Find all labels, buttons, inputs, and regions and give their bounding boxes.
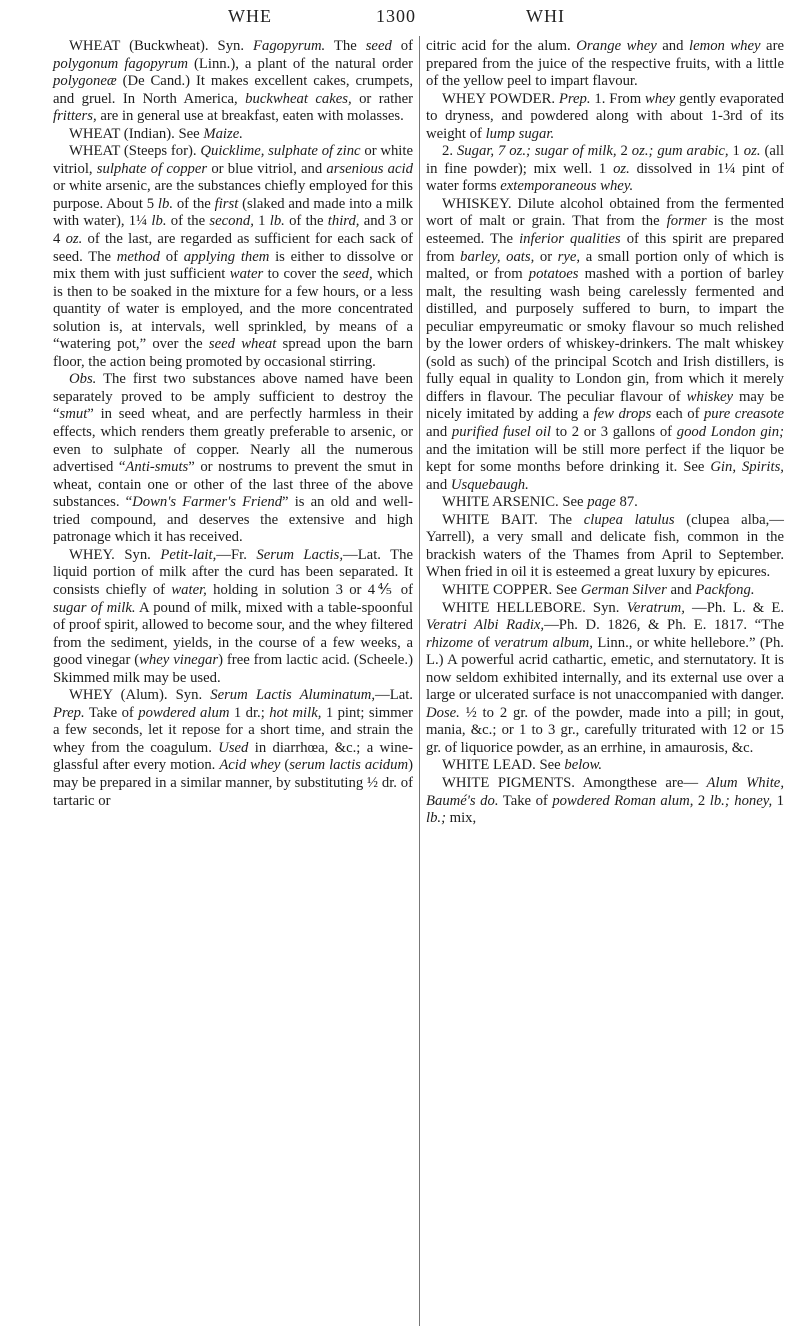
text-run: of: [391, 38, 413, 54]
italic-text: purified fusel oil: [451, 424, 551, 441]
italic-text: extemporaneous whey.: [500, 178, 634, 195]
entry-paragraph: [426, 775, 784, 828]
text-run: 2: [616, 143, 632, 160]
text-run: and: [666, 581, 696, 598]
italic-text: arsenious acid: [326, 160, 413, 177]
text-run: 1. From: [590, 90, 645, 107]
entry-paragraph: [426, 582, 784, 600]
italic-text: second,: [209, 213, 254, 230]
italic-text: Fagopyrum.: [253, 38, 326, 54]
text-run: 1: [728, 143, 744, 160]
italic-text: potatoes: [528, 266, 579, 283]
italic-text: sugar of milk.: [53, 599, 136, 616]
text-run: ” in seed wheat, and are perfectly harmless in their effects, which renders them greatly preferable to arsenic, or even to sulphate of copper. Nearly all the numerous advertised “: [53, 406, 413, 476]
text-run: gently evaporated to dryness, and powdered along with about 1-3rd of its weight of: [426, 90, 784, 142]
text-run: ½ to 2 gr. of the powder, made into a pill; in gout, mania, &c.; or 1 to 3 gr., carefully triturated with 12 or 15 gr. of liquorice powder, as an errhine, in amaurosis, &c.: [426, 704, 784, 756]
italic-text: Prep.: [558, 90, 591, 107]
text-run: WHITE COPPER. See: [442, 581, 581, 598]
text-run: dissolved in 1¼ pint of water forms: [426, 160, 785, 195]
italic-text: seed wheat: [208, 336, 277, 353]
italic-text: polygoneæ: [53, 73, 117, 90]
italic-text: lb.: [151, 213, 167, 230]
italic-text: Serum Lactis Aluminatum,: [210, 687, 376, 704]
entry-paragraph: [426, 494, 784, 512]
text-run: mix,: [446, 810, 477, 827]
text-run: each of: [651, 406, 704, 423]
italic-text: pure creasote: [703, 406, 784, 423]
text-run: WHEY POWDER.: [442, 90, 559, 107]
italic-text: oz.: [743, 143, 761, 160]
entry-paragraph: [426, 143, 784, 196]
text-run: of this spirit are prepared from: [426, 231, 785, 265]
text-run: Take of: [498, 792, 553, 809]
text-run: which is then to be soaked in the mixture for a few hours, or a less quantity of water is employed, and the more concentrated solution is, at intervals, well sprinkled, by means of a “watering pot,” over the: [53, 266, 413, 353]
running-head-left: WHE: [228, 6, 272, 26]
text-run: of the: [284, 213, 328, 230]
text-run: The first two substances above named have been separately proved to be amply sufficient to destroy the “: [53, 371, 413, 423]
italic-text: fritters,: [53, 108, 97, 125]
text-run: (slaked and made into a milk with water), 1¼: [53, 195, 413, 230]
entry-paragraph: [53, 371, 413, 546]
text-run: or rather: [351, 90, 413, 107]
italic-text: Petit-lait,: [160, 546, 217, 563]
text-run: WHITE BAIT. The: [442, 511, 584, 528]
page-number: 1300: [376, 6, 416, 26]
text-run: a small portion only of which is malted, or from: [426, 248, 784, 283]
text-run: mashed with a portion of barley malt, the resulting wash being carelessly fermented and distilled, and purposely suffered to burn, to impart the peculiar empyreumatic or smoky flavour so much relished by the lower orders of whiskey-drinkers. The malt whiskey (sold as such) of the principal Scotch and Irish distillers, is fully equal in quality to London gin, from which it merely differs in flavour. The peculiar flavour of: [426, 266, 784, 405]
text-run: ” or nostrums to prevent the smut in wheat, contain one or other of the last three of the above substances. “: [53, 459, 413, 511]
text-run: WHEY (Alum). Syn.: [69, 687, 211, 704]
italic-text: good London gin;: [676, 424, 785, 441]
text-run: or white arsenic, are the substances chiefly employed for this purpose. About 5: [53, 178, 413, 212]
text-run: 1: [253, 213, 270, 230]
italic-text: powdered alum: [138, 704, 230, 721]
text-run: 1: [772, 792, 785, 809]
text-run: WHITE ARSENIC. See: [442, 494, 588, 511]
text-run: and 3 or 4: [53, 213, 413, 248]
entry-paragraph: [53, 126, 413, 144]
italic-text: Gin, Spirits,: [710, 459, 784, 476]
text-run: 87.: [615, 494, 638, 511]
entry-paragraph: [426, 512, 784, 582]
text-run: ) free from lactic acid. (Scheele.) Skimmed milk may be used.: [53, 652, 413, 686]
text-run: of: [473, 634, 495, 651]
italic-text: Usquebaugh.: [450, 476, 529, 493]
entry-paragraph: [53, 38, 413, 126]
text-run: or white vitriol,: [53, 143, 413, 177]
italic-text: Serum Lactis,: [256, 546, 344, 563]
text-run: and: [426, 476, 451, 493]
italic-text: lb.: [157, 195, 173, 212]
text-run: may be nicely imitated by adding a: [426, 388, 785, 423]
text-run: of the: [166, 213, 210, 230]
text-run: WHEY. Syn.: [69, 546, 161, 563]
text-run: to cover the: [263, 266, 343, 283]
italic-text: former: [666, 213, 707, 230]
text-run: 1 dr.;: [229, 704, 270, 721]
text-run: is the most esteemed. The: [426, 213, 784, 248]
italic-text: Veratrum,: [626, 599, 685, 616]
italic-text: Prep.: [53, 704, 85, 721]
text-run: (all in fine powder); mix well. 1: [426, 143, 785, 177]
text-run: are in general use at breakfast, eaten with molasses.: [96, 108, 404, 125]
column-divider: [419, 36, 420, 1326]
text-run: —Ph. L. & E.: [684, 599, 784, 616]
italic-text: polygonum fagopyrum: [53, 55, 188, 72]
italic-text: whiskey: [686, 388, 734, 405]
italic-text: Dose.: [426, 704, 460, 721]
italic-text: lump sugar.: [485, 125, 555, 142]
italic-text: powdered Roman alum,: [552, 792, 694, 809]
left-column: [53, 38, 413, 810]
text-run: 2.: [442, 143, 457, 160]
italic-text: inferior qualities: [519, 231, 621, 248]
text-run: ) may be prepared in a similar manner, by substituting ½ dr. of tartaric or: [53, 757, 413, 809]
entry-paragraph: [426, 196, 784, 494]
text-run: 1 pint; simmer a few seconds, let it repose for a short time, and strain the whey from the coagulum.: [53, 704, 413, 756]
entry-paragraph: [426, 757, 784, 775]
entry-paragraph: [53, 143, 413, 371]
text-run: of: [160, 248, 184, 265]
italic-text: lemon whey: [688, 38, 761, 54]
entry-paragraph: [426, 600, 784, 758]
entry-paragraph: [426, 38, 784, 91]
text-run: WHEAT (Indian). See: [69, 125, 204, 142]
text-run: and: [426, 424, 452, 441]
entry-paragraph: [53, 687, 413, 810]
italic-text: barley, oats,: [460, 248, 535, 265]
italic-text: method: [116, 248, 161, 265]
text-run: and the imitation will be still more perfect if the liquor be kept for some months before drinking it. See: [426, 441, 784, 476]
text-run: 2: [693, 792, 710, 809]
italic-text: lb.: [269, 213, 285, 230]
italic-text: water,: [171, 581, 207, 598]
right-column: [426, 38, 784, 828]
text-run: Take of: [84, 704, 139, 721]
text-run: WHISKEY. Dilute alcohol obtained from the fermented wort of malt or grain. That from the: [426, 195, 784, 230]
italic-text: Acid whey: [219, 757, 281, 774]
italic-text: Sugar, 7 oz.; sugar of milk,: [456, 143, 617, 160]
text-run: and: [656, 38, 689, 54]
italic-text: Quicklime, sulphate of zinc: [200, 143, 361, 160]
text-run: A pound of milk, mixed with a table-spoonful of proof spirit, allowed to become sour, and the whey filtered from the sediment, yields, in the course of a few weeks, a good vinegar (: [53, 599, 413, 669]
text-run: or: [534, 248, 558, 265]
text-run: The: [325, 38, 366, 54]
text-run: WHEAT (Buckwheat). Syn.: [69, 38, 254, 54]
text-run: (Linn.), a plant of the natural order: [187, 55, 413, 72]
text-run: WHITE PIGMENTS. Amongthese are—: [442, 774, 707, 791]
italic-text: lb.;: [426, 810, 446, 827]
italic-text: rhizome: [426, 634, 474, 651]
italic-text: Veratri Albi Radix,: [426, 617, 545, 634]
italic-text: Maize.: [203, 125, 243, 142]
text-run: holding in solution 3 or 4⅘ of: [206, 581, 414, 598]
italic-text: oz.; gum arabic,: [631, 143, 729, 160]
italic-text: smut: [59, 406, 88, 423]
italic-text: oz.: [65, 231, 83, 248]
entry-paragraph: [53, 547, 413, 687]
italic-text: applying them: [183, 248, 270, 265]
text-run: are prepared from the juice of the respective fruits, with a little of the yellow peel to impart flavour.: [426, 38, 784, 90]
text-run: (: [280, 757, 290, 774]
italic-text: sulphate of copper: [96, 160, 208, 177]
running-head-right: WHI: [526, 6, 565, 26]
text-run: to 2 or 3 gallons of: [551, 424, 677, 441]
italic-text: clupea latulus: [583, 511, 675, 528]
text-run: spread upon the barn floor, the action being promoted by occasional stirring.: [53, 336, 414, 370]
text-run: Linn., or white hellebore.” (Ph. L.) A powerful acrid cathartic, emetic, and sternutatory. It is now seldom exhibited internally, and its external use over a large or ulcerated surface is not unaccompanied with danger.: [426, 634, 784, 704]
italic-text: hot milk,: [269, 704, 322, 721]
italic-text: whey: [644, 90, 676, 107]
italic-text: rye,: [557, 248, 581, 265]
italic-text: Obs.: [69, 371, 97, 388]
italic-text: few drops: [593, 406, 652, 423]
italic-text: Alum White, Baumé's do.: [426, 774, 784, 809]
italic-text: Orange whey: [576, 38, 657, 54]
italic-text: seed,: [342, 266, 373, 283]
text-run: WHITE LEAD. See: [442, 757, 565, 774]
italic-text: below.: [564, 757, 603, 774]
text-run: —Lat.: [375, 687, 413, 704]
text-run: in diarrhœa, &c.; a wine-glassful after every motion.: [53, 739, 413, 774]
italic-text: first: [214, 195, 239, 212]
italic-text: Used: [218, 739, 249, 756]
italic-text: whey vinegar: [139, 652, 219, 669]
text-run: WHEAT (Steeps for).: [69, 143, 201, 160]
text-run: —Lat. The liquid portion of milk after the curd has been separated. It consists chiefly of: [53, 546, 414, 598]
text-run: is either to dissolve or mix them with just sufficient: [53, 248, 413, 283]
text-run: —Fr.: [216, 546, 257, 563]
italic-text: Down's Farmer's Friend: [132, 494, 283, 511]
text-run: citric acid for the alum.: [426, 38, 577, 54]
italic-text: oz.: [613, 160, 630, 177]
italic-text: buckwheat cakes,: [245, 90, 352, 107]
text-run: or blue vitriol, and: [207, 160, 327, 177]
italic-text: seed: [365, 38, 392, 54]
italic-text: page: [587, 494, 616, 511]
italic-text: serum lactis acidum: [289, 757, 409, 774]
text-run: of the: [173, 195, 215, 212]
text-run: of the last, are regarded as sufficient for each sack of seed. The: [53, 231, 413, 265]
italic-text: Packfong.: [695, 581, 755, 598]
italic-text: German Silver: [580, 581, 667, 598]
italic-text: veratrum album,: [494, 634, 593, 651]
italic-text: third,: [327, 213, 360, 230]
text-run: WHITE HELLEBORE. Syn.: [442, 599, 627, 616]
italic-text: Anti-smuts: [125, 459, 189, 476]
italic-text: lb.; honey,: [709, 792, 773, 809]
italic-text: water: [229, 266, 264, 283]
text-run: (De Cand.) It makes excellent cakes, crumpets, and gruel. In North America,: [53, 73, 413, 107]
text-run: —Ph. D. 1826, & Ph. E. 1817. “The: [544, 617, 784, 634]
entry-paragraph: [426, 91, 784, 144]
text-run: ” is an old and well-tried compound, and deserves the extensive and high patronage which it has received.: [53, 494, 413, 546]
text-run: (clupea alba,—Yarrell), a very small and delicate fish, common in the brackish waters of the Thames from April to September. When fried in oil it is esteemed a great luxury by epicures.: [426, 511, 784, 581]
